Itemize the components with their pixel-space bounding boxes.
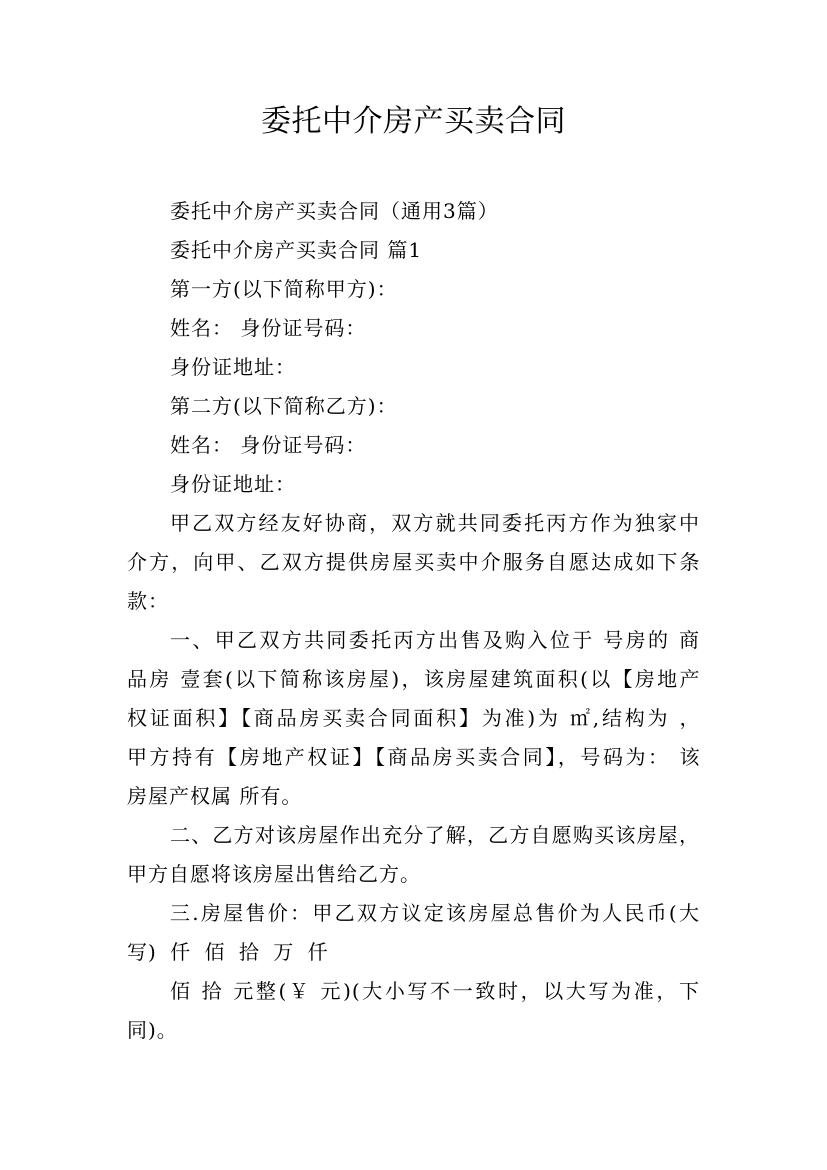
- clause-3-line: 同)。: [127, 1018, 178, 1042]
- clause-1-line: 权证面积】【商品房买卖合同面积】为准)为 ㎡,结构为 ，: [127, 706, 700, 730]
- clause-1-line: 房屋产权属 所有。: [127, 784, 303, 808]
- intro-paragraph-line: 介方，向甲、乙双方提供房屋买卖中介服务自愿达成如下条: [127, 550, 700, 574]
- clause-2-line: 甲方自愿将该房屋出售给乙方。: [127, 862, 421, 886]
- clause-3-line: 佰 拾 元整(￥ 元)(大小写不一致时，以大写为准，下: [170, 979, 700, 1003]
- clause-3-line: 写) 仟 佰 拾 万 仟: [127, 940, 329, 964]
- document-title: 委托中介房产买卖合同: [261, 104, 566, 139]
- intro-paragraph-line: 甲乙双方经友好协商，双方就共同委托丙方作为独家中: [170, 511, 700, 535]
- party-a-heading: 第一方(以下简称甲方)：: [170, 277, 398, 301]
- party-a-name-id: 姓名： 身份证号码：: [170, 316, 367, 340]
- subtitle-line: 委托中介房产买卖合同（通用3篇）: [170, 199, 499, 223]
- section-heading: 委托中介房产买卖合同 篇1: [170, 238, 423, 262]
- clause-1-line: 品房 壹套(以下简称该房屋)，该房屋建筑面积(以【房地产: [127, 667, 700, 691]
- clause-3-line: 三.房屋售价：甲乙双方议定该房屋总售价为人民币(大: [170, 901, 700, 925]
- party-a-address: 身份证地址：: [170, 355, 296, 379]
- party-b-name-id: 姓名： 身份证号码：: [170, 433, 367, 457]
- clause-1-line: 甲方持有【房地产权证】【商品房买卖合同】，号码为： 该: [127, 745, 700, 769]
- party-b-address: 身份证地址：: [170, 472, 296, 496]
- clause-1-line: 一、甲乙双方共同委托丙方出售及购入位于 号房的 商: [170, 628, 700, 652]
- clause-2-line: 二、乙方对该房屋作出充分了解，乙方自愿购买该房屋，: [170, 823, 700, 847]
- intro-paragraph-line: 款：: [127, 589, 169, 613]
- party-b-heading: 第二方(以下简称乙方)：: [170, 394, 398, 418]
